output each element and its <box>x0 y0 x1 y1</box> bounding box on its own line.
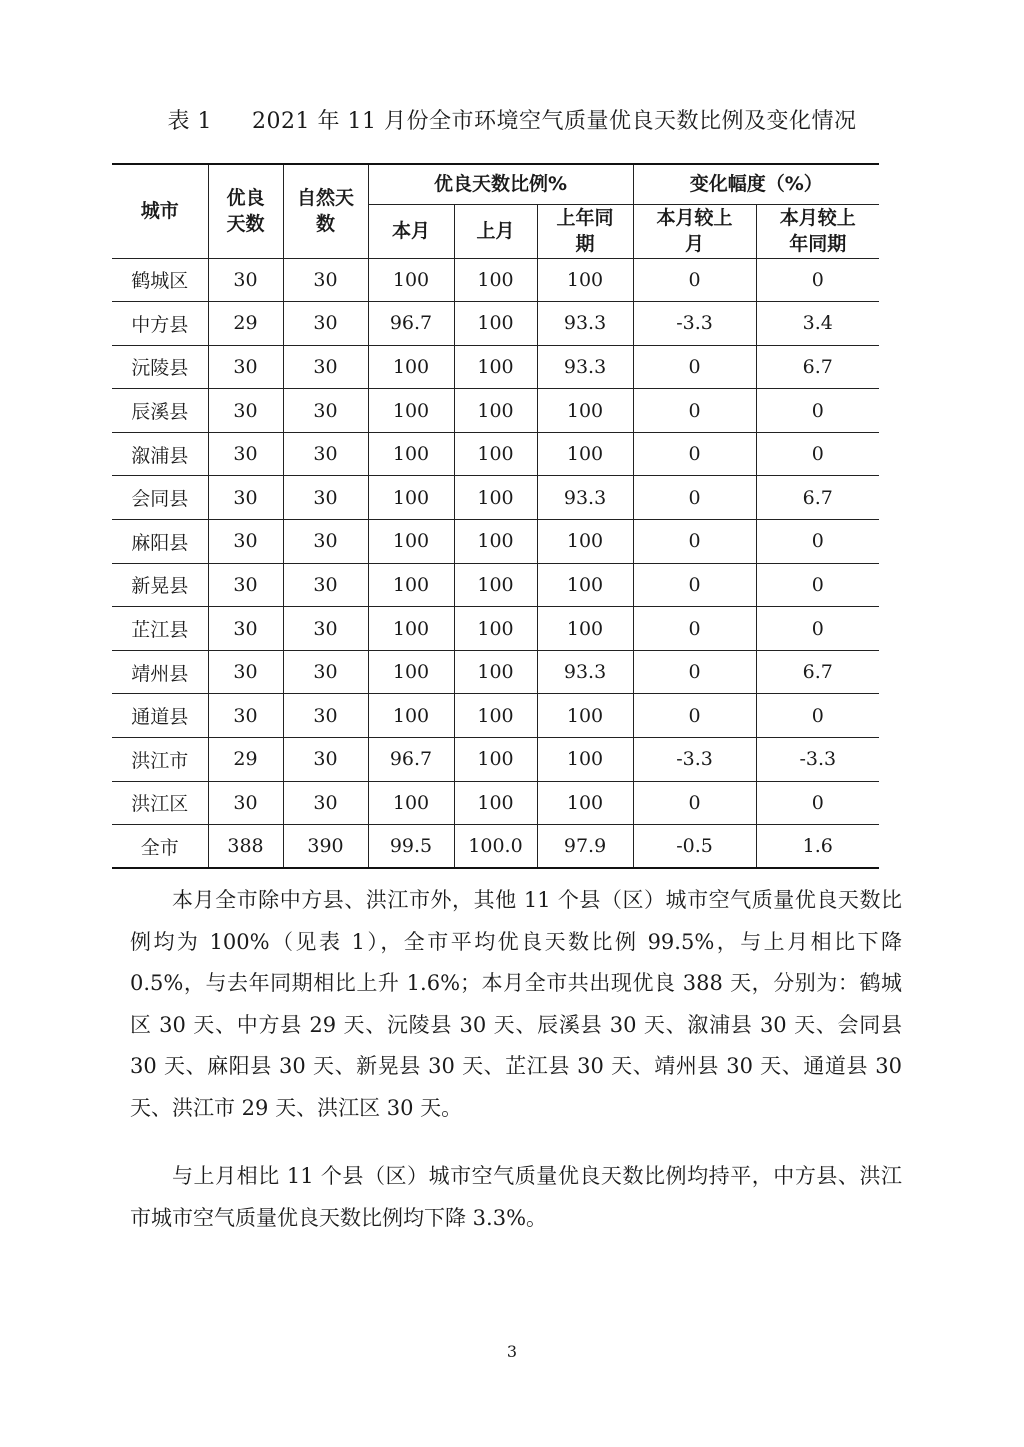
table-row <box>112 563 879 607</box>
table-row <box>112 607 879 651</box>
table-cell: 388 <box>208 825 283 869</box>
table-cell: 93.3 <box>537 476 633 520</box>
table-cell: 1.6 <box>756 825 879 869</box>
table-cell: -0.5 <box>633 825 756 869</box>
table-cell: 0 <box>633 389 756 433</box>
table-cell: 100 <box>537 389 633 433</box>
table-cell: 30 <box>283 563 368 607</box>
table-cell: 6.7 <box>756 650 879 694</box>
table-row <box>112 781 879 825</box>
table-cell: 100 <box>454 476 537 520</box>
header-good-days <box>208 164 283 258</box>
table-cell: 0 <box>633 345 756 389</box>
paragraph-summary: 本月全市除中方县、洪江市外，其他 11 个县（区）城市空气质量优良天数比例均为 100%（见表 1），全市平均优良天数比例 99.5%，与上月相比下降 0.5%，与去年同期相比上升 1.6%；本月全市共出现优良 388 天，分别为：鹤城区 30 天、中方县 29 天、沅陵县 30 天、辰溪县 30 天、溆浦县 30 天、会同县 30 天、麻阳县 30 天、新晃县 30 天、芷江县 30 天、靖州县 30 天、通道县 30 天、洪江市 29 天、洪江区 30 天。 <box>130 888 902 1120</box>
table-cell-city: 新晃县 <box>112 563 208 607</box>
table-row <box>112 650 879 694</box>
table-cell: 99.5 <box>368 825 454 869</box>
table-cell: 93.3 <box>537 345 633 389</box>
table-cell: 0 <box>633 432 756 476</box>
table-cell: 100 <box>454 389 537 433</box>
table-cell: 100 <box>454 563 537 607</box>
table-cell: 97.9 <box>537 825 633 869</box>
table-cell: 30 <box>283 345 368 389</box>
table-row <box>112 476 879 520</box>
table-cell: 100 <box>454 738 537 782</box>
table-cell: 30 <box>208 258 283 302</box>
table-cell: 30 <box>208 650 283 694</box>
table-row <box>112 302 879 346</box>
table-cell: 30 <box>283 781 368 825</box>
header-natural-days-text: 自然天 数 <box>296 187 354 236</box>
table-cell: 100 <box>537 781 633 825</box>
table-cell: 30 <box>283 607 368 651</box>
table-cell: 30 <box>208 345 283 389</box>
table-cell: 100 <box>368 563 454 607</box>
table-cell: 100 <box>454 650 537 694</box>
table-cell-city: 芷江县 <box>112 607 208 651</box>
table-cell: 0 <box>756 563 879 607</box>
table-cell: 0 <box>633 694 756 738</box>
table-cell: 30 <box>283 302 368 346</box>
table-cell: 100 <box>368 432 454 476</box>
table-cell: 100 <box>368 389 454 433</box>
table-cell: 0 <box>756 258 879 302</box>
table-cell: 30 <box>208 694 283 738</box>
table-row <box>112 520 879 564</box>
table-cell-city: 靖州县 <box>112 650 208 694</box>
table-cell: 0 <box>633 520 756 564</box>
table-cell: 0 <box>756 432 879 476</box>
header-last-year <box>537 204 633 258</box>
header-change-group: 变化幅度（%） <box>633 164 879 204</box>
table-cell: 96.7 <box>368 302 454 346</box>
table-cell: 29 <box>208 302 283 346</box>
table-row <box>112 432 879 476</box>
header-city: 城市 <box>112 164 208 258</box>
table-row <box>112 825 879 869</box>
table-cell: 3.4 <box>756 302 879 346</box>
table-row <box>112 694 879 738</box>
header-vs-last-month <box>633 204 756 258</box>
table-cell: 0 <box>633 563 756 607</box>
table-cell: 100 <box>368 607 454 651</box>
table-cell: 6.7 <box>756 345 879 389</box>
table-cell: 96.7 <box>368 738 454 782</box>
table-cell: 100 <box>368 694 454 738</box>
table-cell: 100 <box>537 258 633 302</box>
header-vs-last-year <box>756 204 879 258</box>
header-ratio-group: 优良天数比例% <box>368 164 633 204</box>
table-cell: 0 <box>756 781 879 825</box>
table-cell: 100 <box>454 258 537 302</box>
table-row <box>112 345 879 389</box>
table-cell: 30 <box>283 432 368 476</box>
table-row <box>112 389 879 433</box>
table-cell: 0 <box>756 389 879 433</box>
table-cell: 93.3 <box>537 650 633 694</box>
table-cell-city: 中方县 <box>112 302 208 346</box>
table-cell: 30 <box>283 389 368 433</box>
table-cell: 0 <box>633 607 756 651</box>
table-cell-city: 洪江市 <box>112 738 208 782</box>
table-cell: 100 <box>368 258 454 302</box>
table-cell: 30 <box>283 520 368 564</box>
table-cell: 100 <box>454 302 537 346</box>
table-cell: 100 <box>368 476 454 520</box>
table-cell: 30 <box>283 738 368 782</box>
table-cell-city: 沅陵县 <box>112 345 208 389</box>
header-last-month: 上月 <box>454 204 537 258</box>
table-cell: 100 <box>537 563 633 607</box>
table-cell-city: 溆浦县 <box>112 432 208 476</box>
table-cell: 0 <box>633 781 756 825</box>
table-cell: 100 <box>454 694 537 738</box>
table-cell: 30 <box>208 607 283 651</box>
table-cell: 100 <box>537 520 633 564</box>
table-cell: 0 <box>756 607 879 651</box>
table-cell: 100 <box>537 432 633 476</box>
table-cell: 0 <box>756 520 879 564</box>
table-cell: 30 <box>208 563 283 607</box>
air-quality-table <box>112 163 879 869</box>
table-cell: 100 <box>368 520 454 564</box>
paragraph-comparison: 与上月相比 11 个县（区）城市空气质量优良天数比例均持平，中方县、洪江市城市空气质量优良天数比例均下降 3.3%。 <box>130 1164 902 1230</box>
table-cell-city: 全市 <box>112 825 208 869</box>
header-good-days-text: 优良 天数 <box>226 187 265 236</box>
table-cell-city: 麻阳县 <box>112 520 208 564</box>
table-cell: 30 <box>208 781 283 825</box>
header-last-year-text: 上年同 期 <box>556 207 614 255</box>
table-cell-city: 会同县 <box>112 476 208 520</box>
table-cell-city: 辰溪县 <box>112 389 208 433</box>
table-cell: 100 <box>537 607 633 651</box>
table-body <box>112 258 879 868</box>
header-vs-last-month-text: 本月较上 月 <box>656 207 733 255</box>
table-cell: 30 <box>208 432 283 476</box>
header-this-month: 本月 <box>368 204 454 258</box>
table-cell: 0 <box>633 258 756 302</box>
table-caption <box>0 104 1024 135</box>
table-row <box>112 258 879 302</box>
table-cell: 100 <box>454 781 537 825</box>
table-cell-city: 通道县 <box>112 694 208 738</box>
table-cell: 100 <box>368 345 454 389</box>
table-cell: -3.3 <box>633 738 756 782</box>
table-cell: 100 <box>454 432 537 476</box>
table-cell: 100 <box>454 520 537 564</box>
table-cell: 100 <box>368 650 454 694</box>
table-cell: 30 <box>283 476 368 520</box>
table-cell: -3.3 <box>756 738 879 782</box>
table-cell-city: 鹤城区 <box>112 258 208 302</box>
table-cell: -3.3 <box>633 302 756 346</box>
table-cell: 30 <box>283 694 368 738</box>
table-cell: 0 <box>633 476 756 520</box>
table-cell: 100 <box>537 694 633 738</box>
table-cell: 30 <box>208 520 283 564</box>
table-cell: 100 <box>537 738 633 782</box>
table-cell: 6.7 <box>756 476 879 520</box>
table-cell: 390 <box>283 825 368 869</box>
table-cell: 0 <box>633 650 756 694</box>
table-cell: 100.0 <box>454 825 537 869</box>
page-number: 3 <box>506 1342 518 1361</box>
table-label: 表 1 <box>167 109 213 134</box>
table-cell: 100 <box>454 607 537 651</box>
table-row <box>112 738 879 782</box>
table-cell: 100 <box>454 345 537 389</box>
table-cell: 30 <box>283 650 368 694</box>
table-cell: 93.3 <box>537 302 633 346</box>
header-natural-days <box>283 164 368 258</box>
table-cell: 30 <box>283 258 368 302</box>
table-cell: 30 <box>208 476 283 520</box>
header-vs-last-year-text: 本月较上 年同期 <box>779 207 856 255</box>
table-cell: 100 <box>368 781 454 825</box>
table-cell: 29 <box>208 738 283 782</box>
table-cell: 0 <box>756 694 879 738</box>
table-cell: 30 <box>208 389 283 433</box>
table-title: 2021 年 11 月份全市环境空气质量优良天数比例及变化情况 <box>252 109 857 134</box>
table-cell-city: 洪江区 <box>112 781 208 825</box>
